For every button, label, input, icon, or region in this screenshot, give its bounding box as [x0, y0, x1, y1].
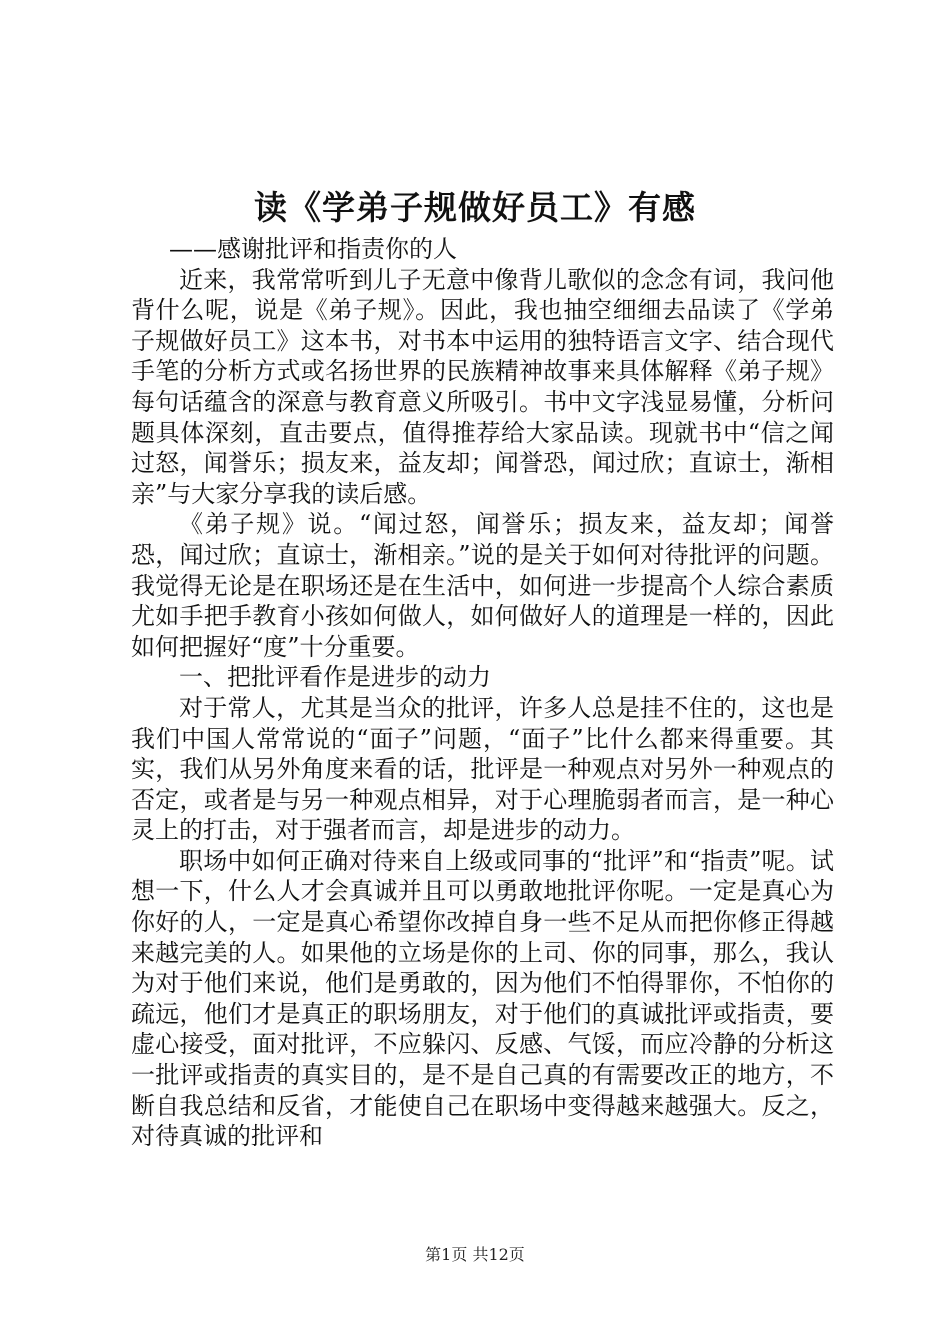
document-title: 读《学弟子规做好员工》有感: [254, 188, 696, 227]
paragraph-criticism: 对于常人，尤其是当众的批评，许多人总是挂不住的，这也是我们中国人常常说的“面子”问题，“面子”比什么都来得重要。其实，我们从另外角度来看的话，批评是一种观点对另外一种观点的否定，或者是与另一种观点相异，对于心理脆弱者而言，是一种心灵上的打击，对于强者而言，却是进步的动力。: [131, 693, 834, 845]
paragraph-quote: 《弟子规》说。“闻过怒，闻誉乐；损友来，益友却；闻誉恐，闻过欣；直谅士，渐相亲。”说的是关于如何对待批评的问题。我觉得无论是在职场还是在生活中，如何进一步提高个人综合素质尤如手把手教育小孩如何做人，如何做好人的道理是一样的，因此如何把握好“度”十分重要。: [131, 510, 834, 661]
document-subtitle: ——感谢批评和指责你的人: [169, 235, 457, 263]
page-number-footer: 第1页 共12页: [425, 1245, 525, 1264]
paragraph-workplace: 职场中如何正确对待来自上级或同事的“批评”和“指责”呢。试想一下，什么人才会真诚并且可以勇敢地批评你呢。一定是真心为你好的人，一定是真心希望你改掉自身一些不足从而把你修正得越来越完美的人。如果他的立场是你的上司、你的同事，那么，我认为对于他们来说，他们是勇敢的，因为他们不怕得罪你，不怕你的疏远，他们才是真正的职场朋友，对于他们的真诚批评或指责，要虚心接受，面对批评，不应躲闪、反感、气馁，而应冷静的分析这一批评或指责的真实目的，是不是自己真的有需要改正的地方，不断自我总结和反省，才能使自己在职场中变得越来越强大。反之，对待真诚的批评和: [131, 846, 834, 1151]
document-body: [131, 234, 834, 1152]
paragraph-intro: 近来，我常常听到儿子无意中像背儿歌似的念念有词，我问他背什么呢，说是《弟子规》。因此，我也抽空细细去品读了《学弟子规做好员工》这本书，对书本中运用的独特语言文字、结合现代手笔的分析方式或名扬世界的民族精神故事来具体解释《弟子规》每句话蕴含的深意与教育意义所吸引。书中文字浅显易懂，分析问题具体深刻，直击要点，值得推荐给大家品读。现就书中“信之闻过怒，闻誉乐；损友来，益友却；闻誉恐，闻过欣；直谅士，渐相亲”与大家分享我的读后感。: [131, 265, 834, 508]
section-heading-1: 一、把批评看作是进步的动力: [179, 663, 491, 692]
